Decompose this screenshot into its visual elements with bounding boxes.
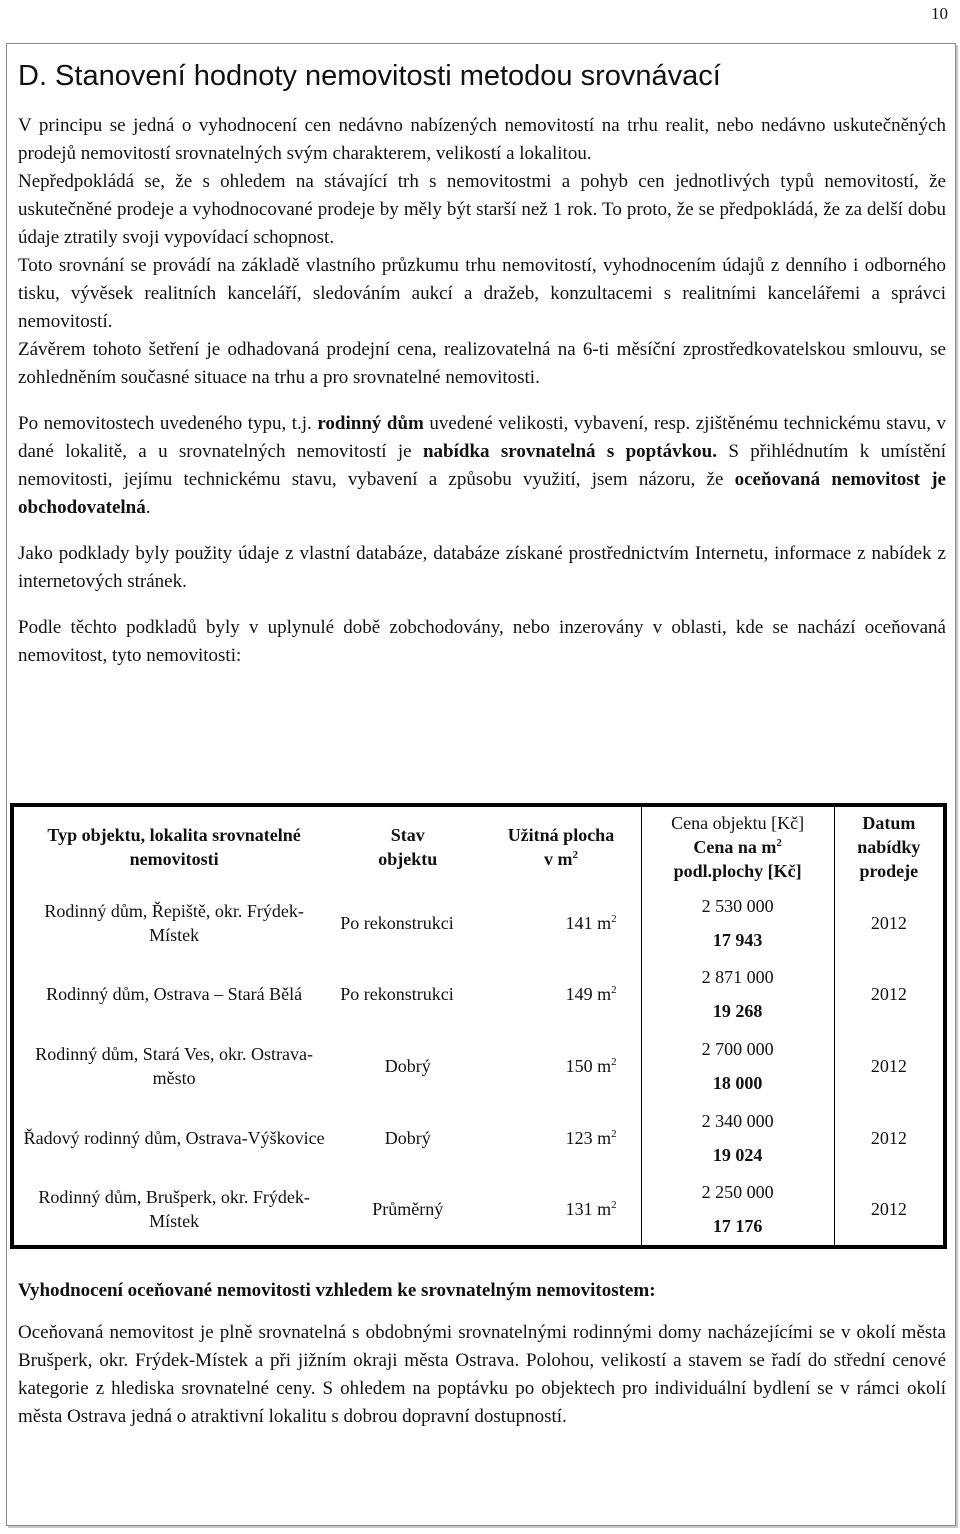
- price-per-sqm: 17 176: [712, 1216, 763, 1237]
- cell-area: 123 $m^2$: [565, 1127, 617, 1148]
- price-total: 2 700 000: [701, 1038, 774, 1059]
- paragraph-age-of-sales: Nepředpokládá se, že s ohledem na stávající trh s nemovitostmi a pohyb cen jednotlivých typů nemovitostí, že uskutečněné prodeje a vyhodnocované prodeje by měly být starší než 1 rok. To proto, že se předpokládá, že za delší dobu údaje ztratily svoji vypovídací schopnost.: [18, 171, 946, 248]
- header-state-line1: Stav: [390, 825, 425, 845]
- evaluation-text: Oceňovaná nemovitost je plně srovnatelná s obdobnými srovnatelnými rodinnými domy nacházejícími se v okolí města Brušperk, okr. Frýdek-Místek a při jižním okraji města Ostrava. Polohou, velikostí a stavem se řadí do střední cenové kategorie z hlediska srovnatelné ceny. S ohledem na poptávku po objektech pro individuální bydlení se v rámci okolí města Ostrava jedná o atraktivní lokalitu s dobrou dopravní dostupností.: [18, 1322, 946, 1427]
- cell-year: 2012: [870, 984, 907, 1005]
- evaluation-section: [18, 1277, 946, 1431]
- header-price-line2: Cena na m: [693, 837, 777, 857]
- paragraph-intro: V principu se jedná o vyhodnocení cen nedávno nabízených nemovitostí na trhu realit, nebo nedávno uskutečněných prodejů nemovitostí srovnatelných svým charakterem, velikostí a lokalitou.: [18, 115, 946, 164]
- price-per-sqm: 17 943: [712, 929, 763, 950]
- table-row: [14, 1030, 943, 1102]
- header-area-sup: 2: [572, 849, 578, 861]
- cell-price: [641, 1030, 834, 1102]
- price-per-sqm: 19 024: [712, 1144, 763, 1165]
- page-number: 10: [931, 4, 948, 23]
- cell-price: [641, 959, 834, 1031]
- paragraph-table-intro: Podle těchto podkladů byly v uplynulé době zobchodovány, nebo inzerovány v oblasti, kde se nachází oceňovaná nemovitost, tyto nemovitosti:: [18, 617, 946, 666]
- cell-state: Dobrý: [384, 1127, 431, 1148]
- paragraph-marketability: [18, 410, 946, 522]
- table-row: [14, 887, 943, 959]
- header-price-line1: Cena objektu [Kč]: [671, 813, 805, 833]
- price-per-sqm: 19 268: [712, 1001, 763, 1022]
- cell-price: [641, 1102, 834, 1174]
- cell-year: 2012: [870, 1199, 907, 1220]
- cell-type: Rodinný dům, Stará Ves, okr. Ostrava-město: [35, 1043, 313, 1088]
- paragraph-method: Toto srovnání se provádí na základě vlastního průzkumu trhu nemovitostí, vyhodnocením údajů z denního i odborného tisku, vývěsek realitních kanceláří, sledováním aukcí a dražeb, konzultacemi s realitními kancelářemi a správci nemovitostí.: [18, 255, 946, 332]
- header-state: [334, 807, 481, 887]
- cell-state: Dobrý: [384, 1055, 431, 1076]
- header-area: [481, 807, 641, 887]
- comparables-table-frame: [10, 803, 947, 1249]
- cell-area: 149 $m^2$: [565, 984, 617, 1005]
- cell-type: Rodinný dům, Brušperk, okr. Frýdek-Místek: [38, 1187, 310, 1232]
- header-area-line1: Užitná plocha: [507, 825, 615, 845]
- cell-state: Po rekonstrukci: [340, 984, 454, 1005]
- cell-price: [641, 887, 834, 959]
- table-row: [14, 959, 943, 1031]
- text-fragment: Po nemovitostech uvedeného typu, t.j.: [18, 413, 312, 434]
- document-body: [18, 54, 946, 670]
- cell-state: Průměrný: [372, 1199, 444, 1220]
- cell-year: 2012: [870, 1127, 907, 1148]
- cell-state: Po rekonstrukci: [340, 912, 454, 933]
- cell-year: 2012: [870, 1055, 907, 1076]
- cell-area: 141 $m^2$: [565, 912, 617, 933]
- price-total: 2 871 000: [701, 967, 774, 988]
- table-row: [14, 1173, 943, 1245]
- paragraph-sources: Jako podklady byly použity údaje z vlastní databáze, databáze získané prostřednictvím Internetu, informace z nabídek z internetových stránek.: [18, 543, 946, 592]
- header-state-line2: objektu: [378, 849, 438, 869]
- cell-year: 2012: [870, 912, 907, 933]
- paragraph-conclusion: Závěrem tohoto šetření je odhadovaná prodejní cena, realizovatelná na 6-ti měsíční zprostředkovatelskou smlouvu, se zohledněním současné situace na trhu a pro srovnatelné nemovitosti.: [18, 339, 946, 388]
- header-price-sup: 2: [776, 837, 782, 849]
- evaluation-heading: Vyhodnocení oceňované nemovitosti vzhledem ke srovnatelným nemovitostem:: [18, 1280, 656, 1301]
- comparables-table: [14, 807, 943, 1245]
- cell-type: Rodinný dům, Řepiště, okr. Frýdek-Místek: [44, 900, 304, 945]
- cell-type: Řadový rodinný dům, Ostrava-Výškovice: [23, 1127, 325, 1148]
- emphasis-supply-demand: nabídka srovnatelná s poptávkou.: [422, 441, 717, 462]
- price-total: 2 340 000: [701, 1110, 774, 1131]
- cell-price: [641, 1173, 834, 1245]
- section-title: D. Stanovení hodnoty nemovitosti metodou srovnávací: [18, 60, 721, 92]
- table-header-row: [14, 807, 943, 887]
- cell-type: Rodinný dům, Ostrava – Stará Bělá: [46, 984, 303, 1005]
- text-fragment: S přihlédnutím k umístění nemovitosti, jejímu technickému stavu, vybavení a způsobu využití, jsem názoru, že: [18, 441, 947, 490]
- text-fragment: uvedené velikosti, vybavení, resp. zjištěnému technickému stavu, v dané lokalitě, a u srovnatelných nemovitostí je: [18, 413, 947, 462]
- header-date: Datum nabídky prodeje: [857, 813, 921, 881]
- price-total: 2 250 000: [701, 1182, 774, 1203]
- price-total: 2 530 000: [701, 895, 774, 916]
- header-price: [641, 807, 834, 887]
- text-fragment: .: [145, 497, 151, 518]
- header-area-line2: v m: [543, 849, 573, 869]
- emphasis-marketable: oceňovaná nemovitost je obchodovatelná: [18, 469, 946, 518]
- cell-area: 131 $m^2$: [565, 1199, 617, 1220]
- emphasis-house-type: rodinný dům: [317, 413, 424, 434]
- price-per-sqm: 18 000: [712, 1072, 763, 1093]
- header-type: Typ objektu, lokalita srovnatelné nemovitosti: [47, 825, 301, 869]
- cell-area: 150 $m^2$: [565, 1055, 617, 1076]
- table-row: [14, 1102, 943, 1174]
- header-price-line3: podl.plochy [Kč]: [673, 861, 802, 881]
